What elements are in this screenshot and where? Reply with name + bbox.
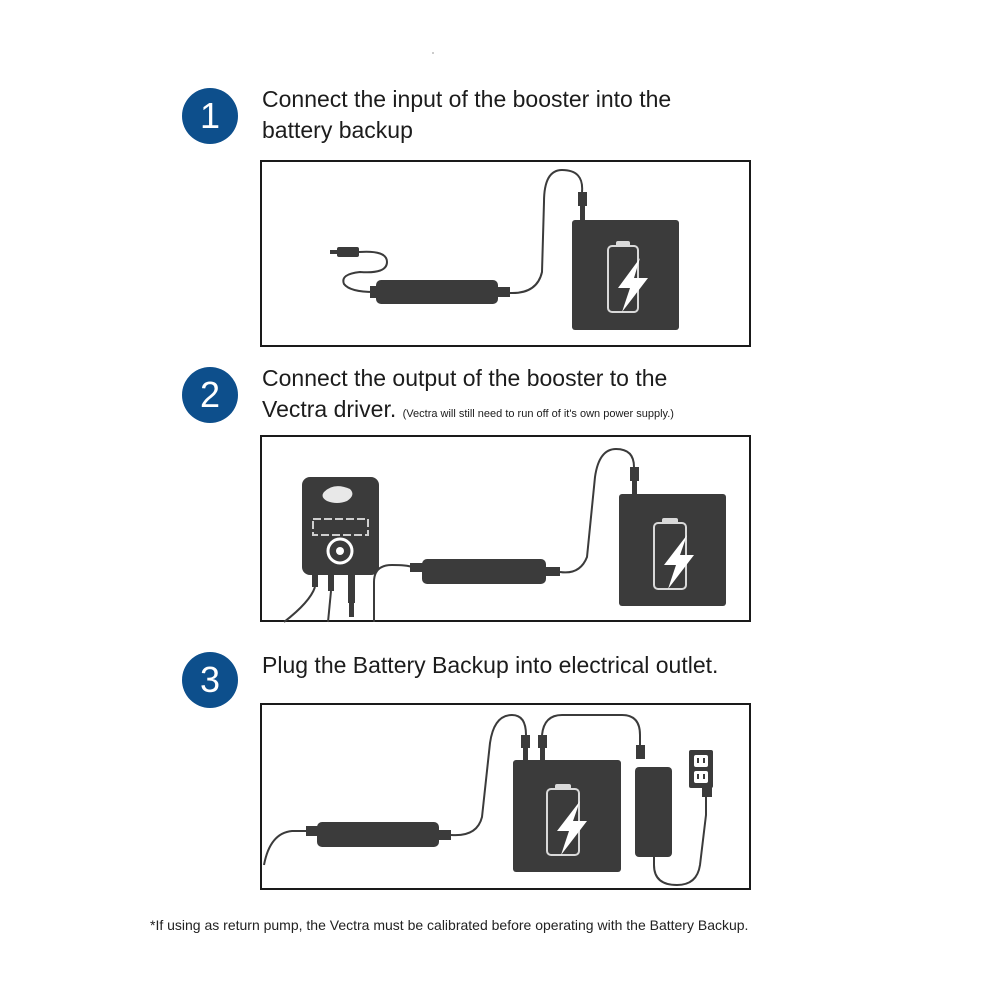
booster-left-strain-relief — [410, 563, 424, 572]
step-2-illustration — [262, 437, 753, 624]
battery-input-connector — [580, 206, 585, 220]
booster-device — [376, 280, 498, 304]
booster-right-strain-relief — [439, 830, 451, 840]
step-1-title — [262, 84, 671, 146]
step-3-panel — [260, 703, 751, 890]
step-1-title-line1: Connect the input of the booster into the — [262, 86, 672, 112]
step-2-note: (Vectra will still need to run off of it's own power supply.) — [402, 408, 674, 420]
battery-charge-plug — [538, 735, 547, 748]
battery-backup — [572, 220, 679, 330]
step-3-number: 3 — [182, 652, 238, 708]
step-2-panel — [260, 435, 751, 622]
stray-dot — [432, 52, 434, 54]
step-2-title-line2-row — [262, 394, 674, 430]
battery-input-plug — [521, 735, 530, 748]
step-3-title — [262, 650, 718, 681]
booster-device — [422, 559, 546, 584]
step-3-title-line1: Plug the Battery Backup into electrical outlet. — [262, 652, 719, 678]
step-1-number: 1 — [182, 88, 238, 144]
battery-backup — [619, 494, 726, 606]
step-2-title-line2: Vectra driver. — [262, 396, 397, 422]
step-2-title-line1: Connect the output of the booster to the — [262, 365, 668, 391]
battery-input-connector — [632, 481, 637, 495]
vectra-driver — [284, 477, 379, 622]
wall-outlet-icon — [689, 750, 713, 788]
battery-input-plug — [630, 467, 639, 481]
step-2-number: 2 — [182, 367, 238, 423]
step-1-illustration — [262, 162, 753, 349]
booster-device — [317, 822, 439, 847]
booster-input-cable — [264, 831, 308, 865]
battery-input-plug — [578, 192, 587, 206]
power-adapter — [635, 767, 672, 857]
step-1-panel — [260, 160, 751, 347]
step-2-title — [262, 363, 674, 430]
footnote: *If using as return pump, the Vectra must be calibrated before operating with the Battery Backup. — [150, 917, 749, 933]
booster-right-strain-relief — [498, 287, 510, 297]
booster-input-plug — [330, 247, 359, 257]
step-1-title-line2: battery backup — [262, 117, 413, 143]
step-3-illustration — [262, 705, 753, 892]
booster-right-strain-relief — [546, 567, 560, 576]
booster-output-cable — [374, 565, 412, 622]
booster-output-cable — [510, 170, 582, 293]
battery-backup — [513, 760, 621, 872]
booster-left-strain-relief — [306, 826, 318, 836]
adapter-cable — [542, 715, 640, 750]
